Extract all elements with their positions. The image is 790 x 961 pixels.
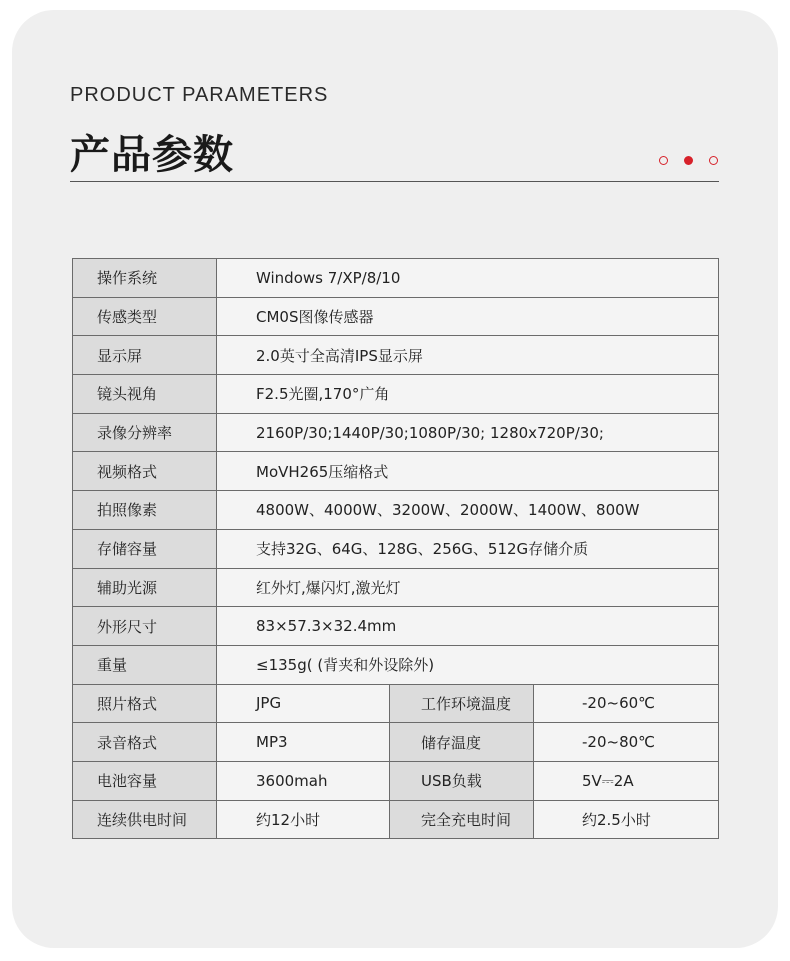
spec-value-secondary: 约2.5小时: [534, 800, 719, 839]
spec-value: JPG: [217, 684, 390, 723]
spec-label: 连续供电时间: [73, 800, 217, 839]
spec-label: 外形尺寸: [73, 607, 217, 646]
dot-icon: [659, 156, 668, 165]
spec-value: 2160P/30;1440P/30;1080P/30; 1280x720P/30;: [217, 413, 719, 452]
spec-label: 拍照像素: [73, 491, 217, 530]
spec-label: 视频格式: [73, 452, 217, 491]
spec-table: [72, 258, 719, 839]
spec-value: CM0S图像传感器: [217, 297, 719, 336]
spec-label: 操作系统: [73, 259, 217, 298]
spec-value-secondary: -20~80℃: [534, 723, 719, 762]
table-row: [73, 413, 719, 452]
spec-label: 显示屏: [73, 336, 217, 375]
table-row: [73, 684, 719, 723]
spec-value: MoVH265压缩格式: [217, 452, 719, 491]
spec-label: 传感类型: [73, 297, 217, 336]
spec-value-secondary: -20~60℃: [534, 684, 719, 723]
table-row: [73, 336, 719, 375]
dot-icon: [709, 156, 718, 165]
section-title: 产品参数: [70, 132, 234, 178]
spec-value: 4800W、4000W、3200W、2000W、1400W、800W: [217, 491, 719, 530]
spec-value: F2.5光圈,170°广角: [217, 375, 719, 414]
spec-label: 录像分辨率: [73, 413, 217, 452]
table-row: [73, 568, 719, 607]
dot-filled-icon: [684, 156, 693, 165]
spec-label-secondary: 完全充电时间: [390, 800, 534, 839]
spec-label: 辅助光源: [73, 568, 217, 607]
spec-value: 2.0英寸全高清IPS显示屏: [217, 336, 719, 375]
spec-value: Windows 7/XP/8/10: [217, 259, 719, 298]
table-row: [73, 761, 719, 800]
spec-value: 3600mah: [217, 761, 390, 800]
spec-value-secondary: 5V⎓2A: [534, 761, 719, 800]
table-row: [73, 375, 719, 414]
spec-label: 镜头视角: [73, 375, 217, 414]
decorative-dots: [659, 156, 721, 168]
spec-label: 重量: [73, 645, 217, 684]
spec-value: 83×57.3×32.4mm: [217, 607, 719, 646]
spec-label: 存储容量: [73, 529, 217, 568]
table-row: [73, 607, 719, 646]
table-row: [73, 259, 719, 298]
table-row: [73, 529, 719, 568]
table-row: [73, 491, 719, 530]
title-divider: [70, 181, 719, 182]
spec-value: 支持32G、64G、128G、256G、512G存储介质: [217, 529, 719, 568]
table-row: [73, 645, 719, 684]
spec-label: 电池容量: [73, 761, 217, 800]
table-row: [73, 800, 719, 839]
spec-value: ≤135g( (背夹和外设除外): [217, 645, 719, 684]
spec-value: 约12小时: [217, 800, 390, 839]
spec-label-secondary: USB负载: [390, 761, 534, 800]
spec-label-secondary: 工作环境温度: [390, 684, 534, 723]
section-subtitle: PRODUCT PARAMETERS: [70, 84, 329, 106]
table-row: [73, 452, 719, 491]
spec-label: 录音格式: [73, 723, 217, 762]
spec-value: MP3: [217, 723, 390, 762]
table-row: [73, 297, 719, 336]
spec-value: 红外灯,爆闪灯,激光灯: [217, 568, 719, 607]
spec-label-secondary: 储存温度: [390, 723, 534, 762]
table-row: [73, 723, 719, 762]
spec-label: 照片格式: [73, 684, 217, 723]
